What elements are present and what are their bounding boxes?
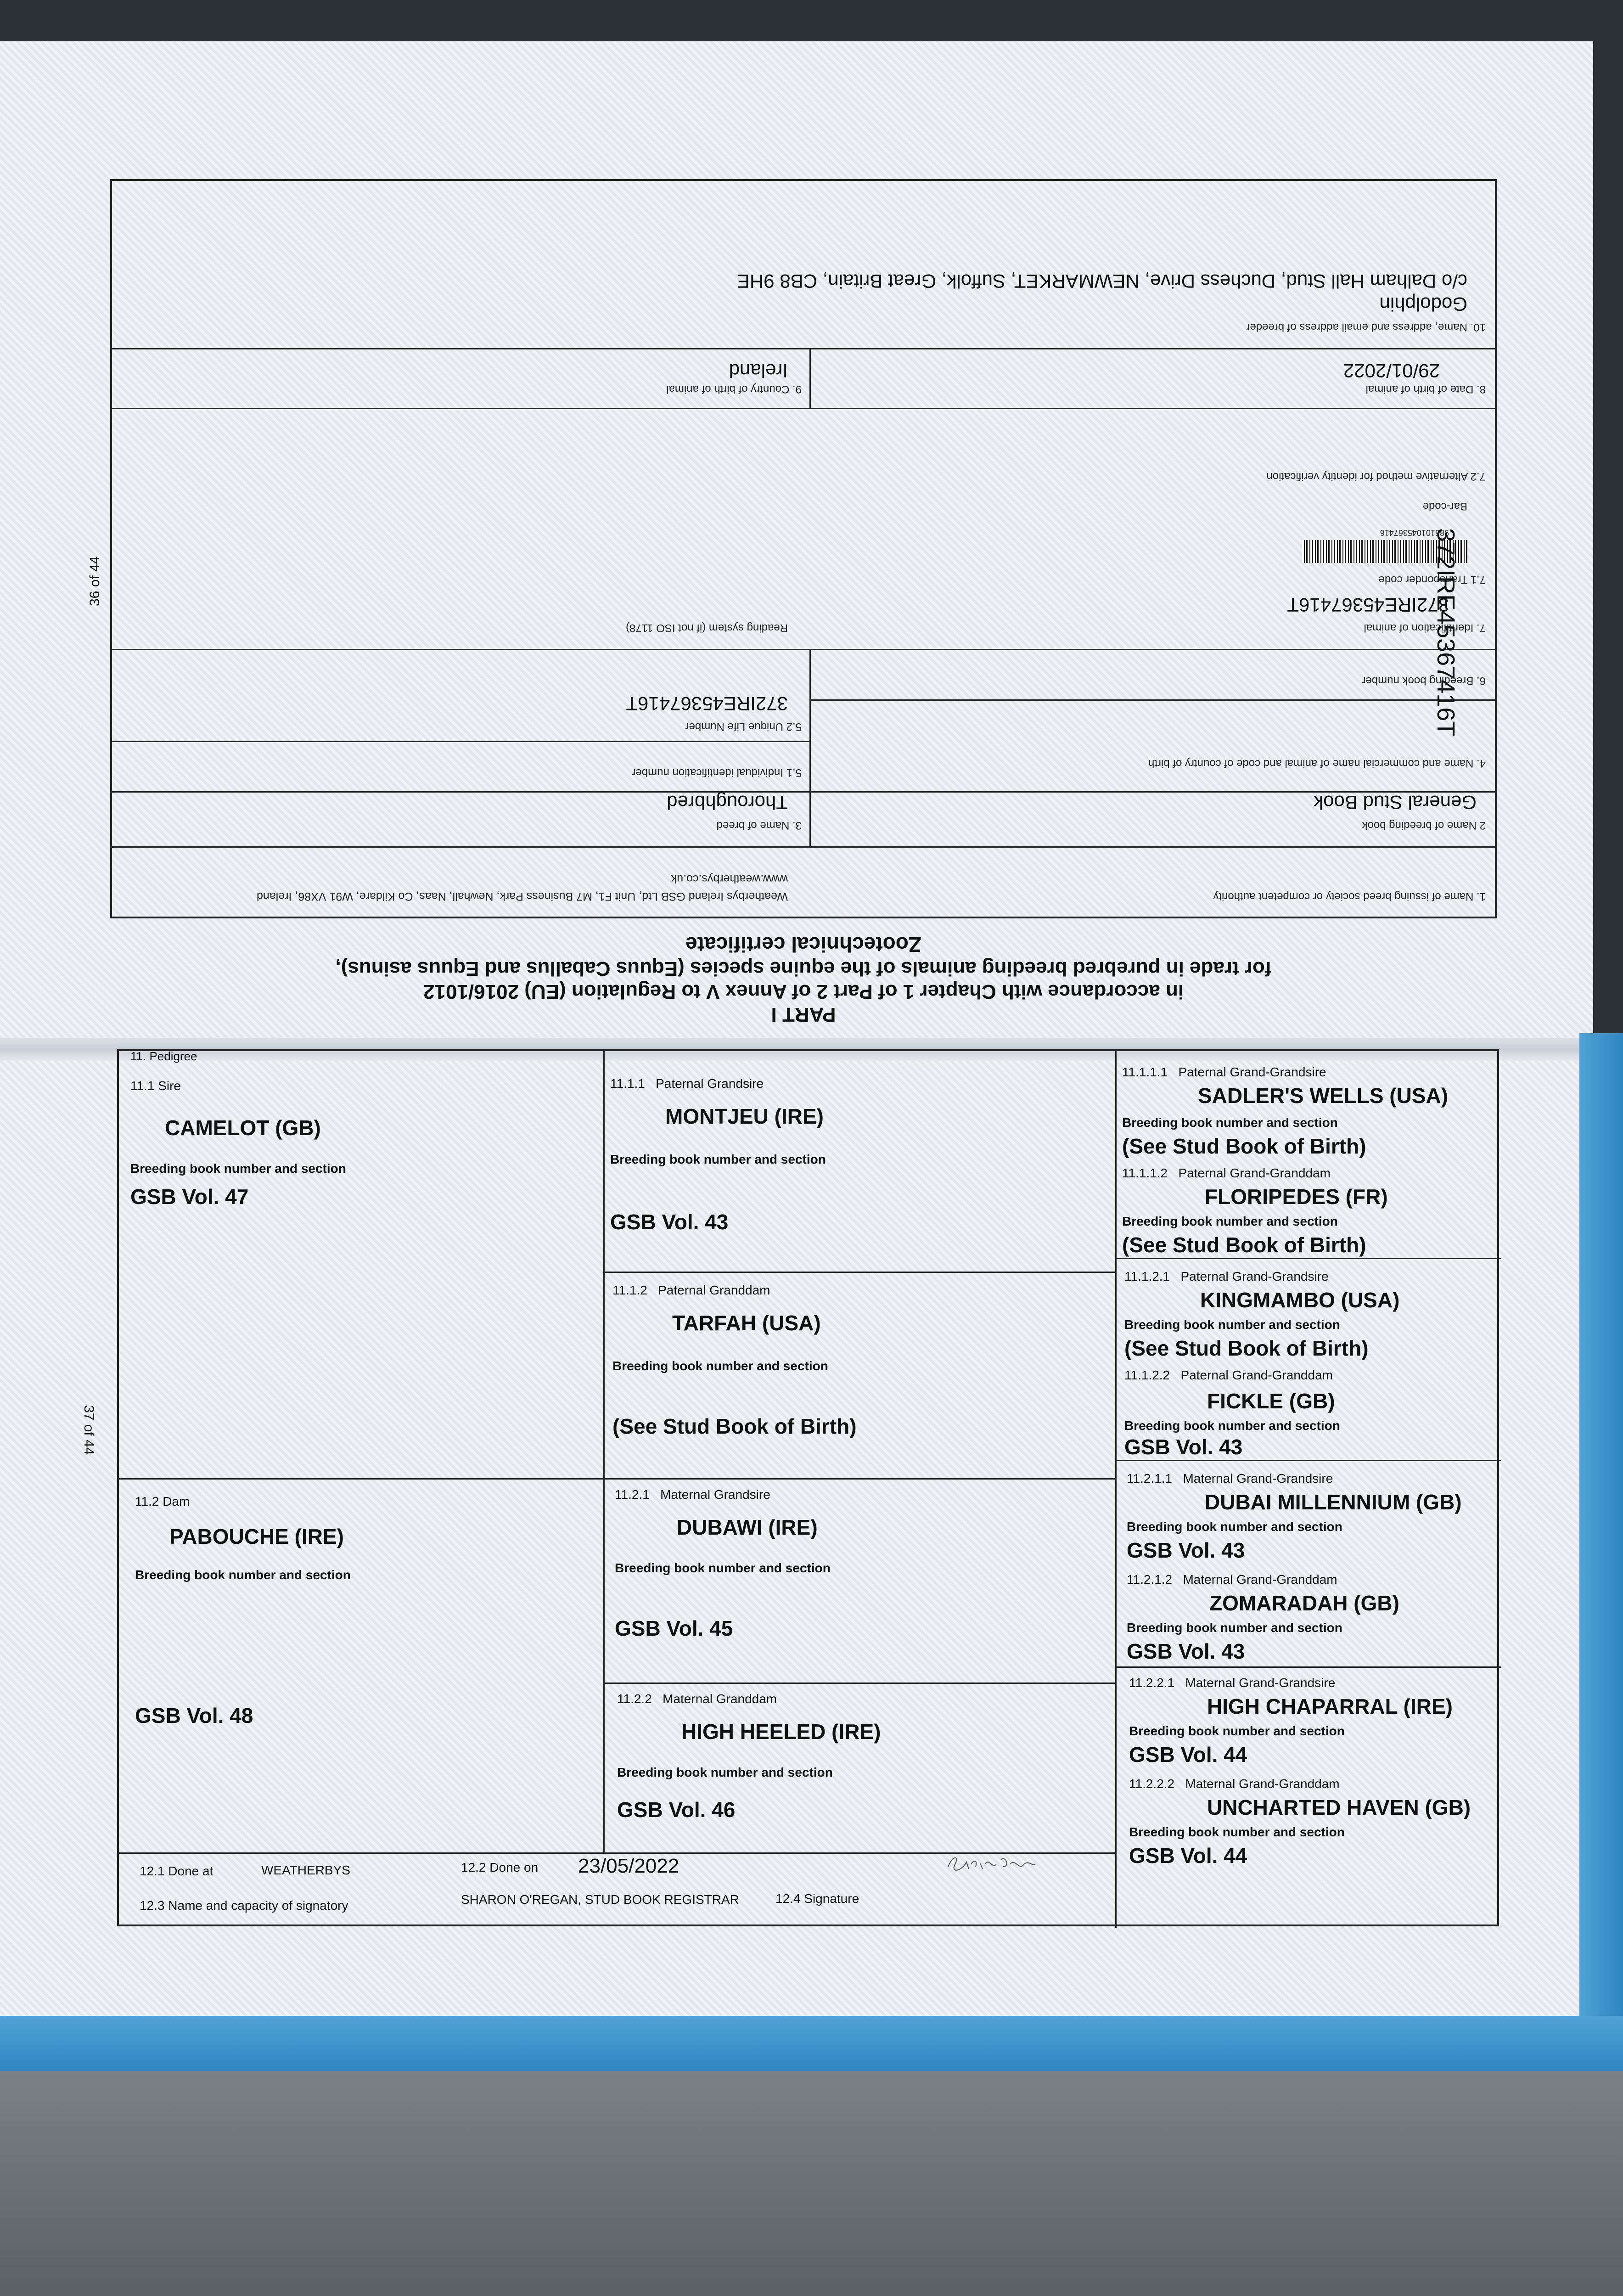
g112-gsb: (See Stud Book of Birth) xyxy=(612,1414,857,1438)
g121-bb-label: Breeding book number and section xyxy=(615,1561,831,1575)
row-divider xyxy=(603,1272,1115,1273)
gg4-gsb: GSB Vol. 43 xyxy=(1124,1435,1243,1459)
g112-role: Paternal Granddam xyxy=(658,1283,770,1297)
gg1-name: SADLER'S WELLS (USA) xyxy=(1198,1084,1449,1108)
field51-label: 5.1 Individual identification number xyxy=(632,766,802,779)
g122-role: Maternal Granddam xyxy=(663,1692,777,1706)
dam-name: PABOUCHE (IRE) xyxy=(169,1525,344,1548)
done-at-value: WEATHERBYS xyxy=(261,1863,350,1877)
gg2-number: 11.1.1.2 xyxy=(1122,1166,1168,1180)
field6-label: 6. Breeding book number xyxy=(1362,675,1486,687)
g112-num xyxy=(612,1283,770,1298)
g111-name: MONTJEU (IRE) xyxy=(665,1104,824,1128)
gg3-gsb: (See Stud Book of Birth) xyxy=(1124,1336,1369,1360)
field9-value: Ireland xyxy=(729,360,788,382)
g122-num xyxy=(617,1692,777,1706)
row-divider xyxy=(119,1478,603,1480)
scan-top-edge xyxy=(0,0,1623,41)
gg2-name: FLORIPEDES (FR) xyxy=(1205,1185,1388,1209)
dam-gsb: GSB Vol. 48 xyxy=(135,1704,253,1728)
gg1-gsb: (See Stud Book of Birth) xyxy=(1122,1134,1366,1158)
gg3-bb-label: Breeding book number and section xyxy=(1124,1317,1340,1332)
dam-label: 11.2 Dam xyxy=(135,1494,190,1508)
field1-web: www.weatherbys.co.uk xyxy=(671,872,788,885)
gg6-name: ZOMARADAH (GB) xyxy=(1209,1591,1399,1615)
pedigree-table xyxy=(117,1049,1499,1926)
field8-value: 29/01/2022 xyxy=(1343,360,1440,382)
g121-num xyxy=(615,1487,770,1502)
field2-value: General Stud Book xyxy=(1314,792,1477,813)
row-divider xyxy=(603,1478,1115,1480)
gg8-bb-label: Breeding book number and section xyxy=(1129,1825,1345,1839)
gg8-num xyxy=(1129,1777,1340,1791)
book-cover-edge xyxy=(1579,1033,1623,2071)
field10-label: 10. Name, address and email address of breeder xyxy=(1246,321,1486,333)
row-divider xyxy=(112,791,1495,793)
col-divider xyxy=(603,1051,605,1852)
gg4-bb-label: Breeding book number and section xyxy=(1124,1418,1340,1433)
row-divider xyxy=(112,741,811,742)
part1-form xyxy=(110,179,1497,918)
field71-label: 7.1 Transponder code xyxy=(1378,574,1486,586)
gg6-num xyxy=(1127,1572,1337,1587)
gg3-name: KINGMAMBO (USA) xyxy=(1200,1288,1400,1312)
gg7-number: 11.2.2.1 xyxy=(1129,1676,1175,1690)
gg5-role: Maternal Grand-Grandsire xyxy=(1183,1471,1333,1486)
sire-gsb: GSB Vol. 47 xyxy=(130,1185,249,1209)
g121-gsb: GSB Vol. 45 xyxy=(615,1616,733,1640)
gg7-role: Maternal Grand-Grandsire xyxy=(1185,1676,1336,1690)
field8-label: 8. Date of birth of animal xyxy=(1365,383,1486,395)
barcode-digits: 985101045367416 xyxy=(1380,528,1449,537)
signatory-label: 12.3 Name and capacity of signatory xyxy=(140,1898,348,1913)
barcode-label: Bar-code xyxy=(1422,500,1467,512)
g111-gsb: GSB Vol. 43 xyxy=(610,1210,729,1234)
g122-number: 11.2.2 xyxy=(617,1692,652,1706)
gg8-number: 11.2.2.2 xyxy=(1129,1777,1175,1791)
sire-name: CAMELOT (GB) xyxy=(165,1116,321,1140)
gg2-gsb: (See Stud Book of Birth) xyxy=(1122,1233,1366,1257)
col-divider xyxy=(809,742,811,793)
row-divider xyxy=(112,649,1495,650)
gg8-role: Maternal Grand-Granddam xyxy=(1185,1777,1340,1791)
gg4-num xyxy=(1124,1368,1333,1383)
scan-right-edge xyxy=(1593,37,1623,1038)
g122-bb-label: Breeding book number and section xyxy=(617,1765,833,1779)
g121-name: DUBAWI (IRE) xyxy=(677,1515,818,1539)
gg7-name: HIGH CHAPARRAL (IRE) xyxy=(1207,1694,1453,1718)
g112-number: 11.1.2 xyxy=(612,1283,647,1297)
gg3-num xyxy=(1124,1269,1329,1284)
gg5-gsb: GSB Vol. 43 xyxy=(1127,1538,1245,1562)
page-number-upper: 36 of 44 xyxy=(87,556,102,606)
gg1-number: 11.1.1.1 xyxy=(1122,1065,1168,1079)
gg5-bb-label: Breeding book number and section xyxy=(1127,1519,1342,1534)
row-divider xyxy=(112,408,1495,409)
gg3-role: Paternal Grand-Grandsire xyxy=(1180,1269,1329,1283)
handwritten-signature xyxy=(946,1846,1038,1878)
part1-form-page xyxy=(110,179,1497,918)
field9-label: 9. Country of birth of animal xyxy=(666,383,802,395)
field52-value: 372IRE45367416T xyxy=(626,693,788,715)
field3-label: 3. Name of breed xyxy=(716,819,802,832)
field3-value: Thoroughbred xyxy=(667,792,788,813)
row-divider xyxy=(1115,1666,1501,1668)
scan-bottom-area xyxy=(0,2071,1623,2296)
certificate-heading xyxy=(110,932,1497,1026)
gg6-number: 11.2.1.2 xyxy=(1127,1572,1173,1587)
gg5-num xyxy=(1127,1471,1333,1486)
gg3-number: 11.1.2.1 xyxy=(1124,1269,1170,1283)
g111-bb-label: Breeding book number and section xyxy=(610,1152,826,1166)
done-on-label: 12.2 Done on xyxy=(461,1860,539,1874)
certificate-title: Zootechnical certificate xyxy=(685,933,921,957)
g112-name: TARFAH (USA) xyxy=(672,1311,821,1335)
g122-name: HIGH HEELED (IRE) xyxy=(681,1720,881,1744)
field1-label: 1. Name of issuing breed society or competent authority xyxy=(1213,890,1486,903)
certificate-line3: in accordance with Chapter 1 of Part 2 of Annex V to Regulation (EU) 2016/1012 xyxy=(423,980,1184,1003)
dam-bb-label: Breeding book number and section xyxy=(135,1568,351,1582)
gg7-gsb: GSB Vol. 44 xyxy=(1129,1743,1247,1767)
gg7-bb-label: Breeding book number and section xyxy=(1129,1724,1345,1738)
g121-role: Maternal Grandsire xyxy=(660,1487,770,1502)
gg5-number: 11.2.1.1 xyxy=(1127,1471,1173,1486)
g111-number: 11.1.1 xyxy=(610,1076,645,1091)
g111-num xyxy=(610,1076,764,1091)
done-on-value: 23/05/2022 xyxy=(578,1855,680,1877)
gg8-name: UNCHARTED HAVEN (GB) xyxy=(1207,1795,1471,1819)
side-identification: 372IRE45367416T xyxy=(1432,528,1460,737)
certificate-line2: for trade in purebred breeding animals of the equine species (Equus Caballus and Equus asinus), xyxy=(335,957,1272,980)
col-divider xyxy=(809,793,811,848)
field4-label: 4. Name and commercial name of animal and code of country of birth xyxy=(1148,757,1486,770)
reading-system-label: Reading system (if not ISO 1178) xyxy=(625,622,788,634)
page-number-lower: 37 of 44 xyxy=(81,1405,96,1455)
gg2-role: Paternal Grand-Granddam xyxy=(1178,1166,1331,1180)
field7-label: 7. Identification of animal xyxy=(1364,622,1486,634)
done-at-label: 12.1 Done at xyxy=(140,1864,213,1878)
sire-bb-label: Breeding book number and section xyxy=(130,1161,346,1176)
field1-value: Weatherbys Ireland GSB Ltd, Unit F1, M7 Business Park, Newhall, Naas, Co Kildare, W91 VX86, Ireland xyxy=(256,890,788,903)
field7-value: 372IRE45367416T xyxy=(1287,594,1449,616)
signatory-value: SHARON O'REGAN, STUD BOOK REGISTRAR xyxy=(461,1892,739,1907)
g112-bb-label: Breeding book number and section xyxy=(612,1359,828,1373)
row-divider xyxy=(1115,1258,1501,1259)
gg4-role: Paternal Grand-Granddam xyxy=(1180,1368,1333,1382)
book-cover-bottom xyxy=(0,2016,1623,2071)
part-label: PART I xyxy=(771,1003,836,1026)
g111-role: Paternal Grandsire xyxy=(656,1076,764,1091)
sire-label: 11.1 Sire xyxy=(130,1079,181,1093)
row-divider xyxy=(1115,1460,1501,1461)
gg6-gsb: GSB Vol. 43 xyxy=(1127,1639,1245,1663)
gg7-num xyxy=(1129,1676,1335,1690)
gg6-bb-label: Breeding book number and section xyxy=(1127,1621,1342,1635)
gg1-num xyxy=(1122,1065,1326,1080)
row-divider xyxy=(603,1683,1115,1684)
row-divider xyxy=(112,348,1495,349)
gg5-name: DUBAI MILLENNIUM (GB) xyxy=(1205,1490,1462,1514)
gg8-gsb: GSB Vol. 44 xyxy=(1129,1844,1247,1868)
gg1-role: Paternal Grand-Grandsire xyxy=(1178,1065,1326,1079)
field52-label: 5.2 Unique Life Number xyxy=(685,720,802,733)
col-divider xyxy=(809,650,811,742)
g122-gsb: GSB Vol. 46 xyxy=(617,1798,736,1822)
col-divider xyxy=(1115,1051,1117,1928)
gg4-number: 11.1.2.2 xyxy=(1124,1368,1170,1382)
gg1-bb-label: Breeding book number and section xyxy=(1122,1115,1338,1130)
gg6-role: Maternal Grand-Granddam xyxy=(1183,1572,1337,1587)
row-divider xyxy=(112,846,1495,848)
signature-label: 12.4 Signature xyxy=(775,1891,859,1906)
row-divider xyxy=(811,699,1495,701)
breeder-name: Godolphin xyxy=(1379,293,1467,315)
col-divider xyxy=(809,349,811,409)
gg4-name: FICKLE (GB) xyxy=(1207,1389,1335,1413)
breeder-address: c/o Dalham Hall Stud, Duchess Drive, NEWMARKET, Suffolk, Great Britain, CB8 9HE xyxy=(736,270,1467,292)
pedigree-heading: 11. Pedigree xyxy=(130,1049,197,1063)
g121-number: 11.2.1 xyxy=(615,1487,650,1502)
field72-label: 7.2 Alternative method for identity verification xyxy=(1266,470,1486,483)
field2-label: 2 Name of breeding book xyxy=(1362,819,1486,832)
gg2-num xyxy=(1122,1166,1331,1181)
gg2-bb-label: Breeding book number and section xyxy=(1122,1214,1338,1228)
